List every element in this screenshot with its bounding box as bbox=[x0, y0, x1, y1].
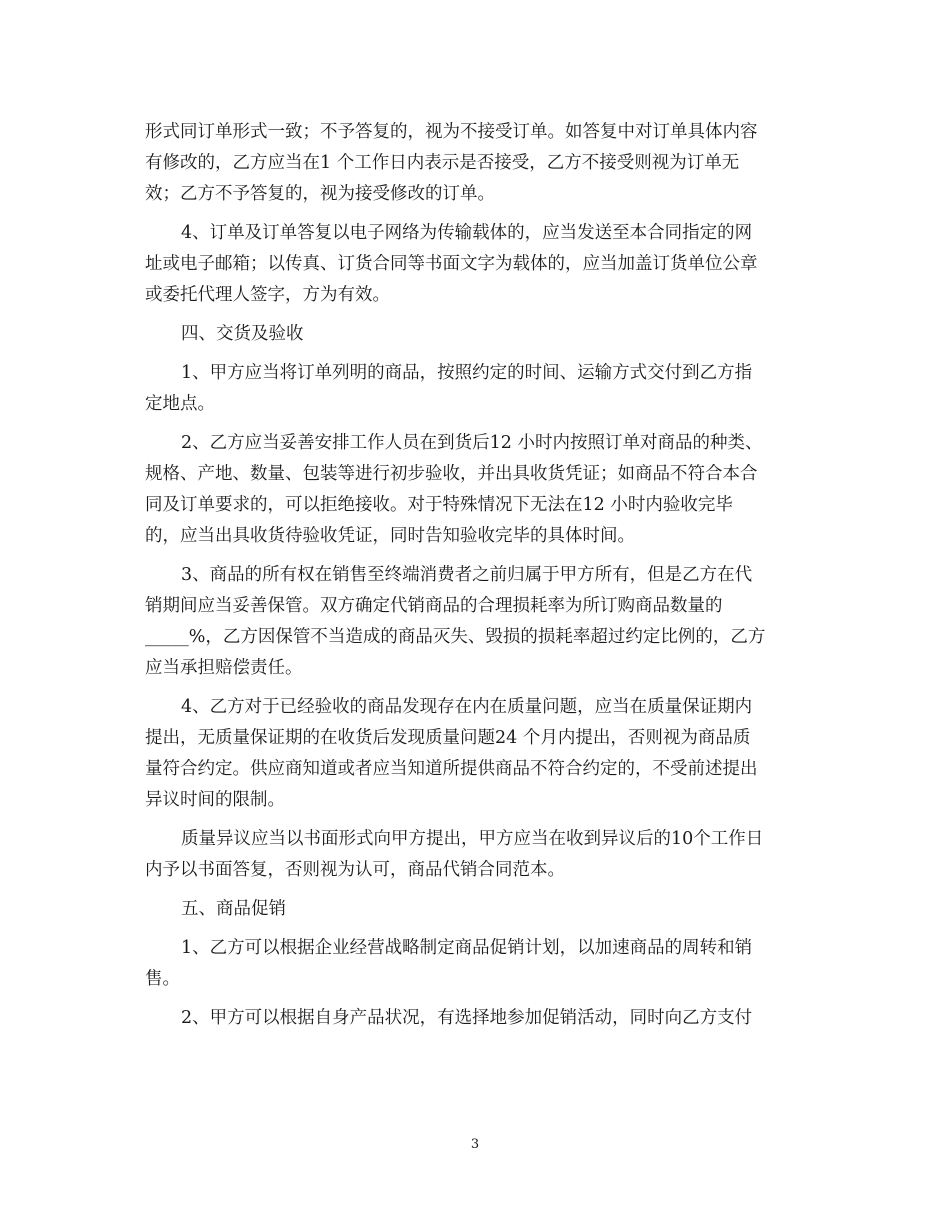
text-line: 效；乙方不予答复的，视为接受修改的订单。 bbox=[145, 184, 495, 204]
text-line: 1、甲方应当将订单列明的商品，按照约定的时间、运输方式交付到乙方指 bbox=[181, 363, 753, 383]
text-line: 4、订单及订单答复以电子网络为传输载体的，应当发送至本合同指定的网 bbox=[181, 223, 753, 243]
text-line: 规格、产地、数量、包装等进行初步验收，并出具收货凭证；如商品不符合本合 bbox=[145, 464, 758, 484]
text-line: 4、乙方对于已经验收的商品发现存在内在质量问题，应当在质量保证期内 bbox=[181, 697, 753, 717]
text-line: 售。 bbox=[145, 969, 180, 989]
text-line: 有修改的，乙方应当在1 个工作日内表示是否接受，乙方不接受则视为订单无 bbox=[145, 153, 740, 173]
heading-text: 五、商品促销 bbox=[181, 899, 286, 919]
text-line: 址或电子邮箱；以传真、订货合同等书面文字为载体的，应当加盖订货单位公章 bbox=[145, 254, 758, 274]
page-number: 3 bbox=[470, 1137, 480, 1152]
paragraph bbox=[145, 933, 805, 995]
paragraph bbox=[145, 1003, 805, 1034]
text-line: 2、甲方可以根据自身产品状况，有选择地参加促销活动，同时向乙方支付 bbox=[181, 1008, 753, 1028]
paragraph bbox=[145, 692, 805, 816]
paragraph bbox=[145, 218, 805, 311]
text-line: 3、商品的所有权在销售至终端消费者之前归属于甲方所有，但是乙方在代 bbox=[181, 565, 753, 585]
paragraph bbox=[145, 117, 805, 210]
section-heading bbox=[145, 894, 805, 925]
paragraph bbox=[145, 824, 805, 886]
text-line: _____%，乙方因保管不当造成的商品灭失、毁损的损耗率超过约定比例的，乙方 bbox=[145, 627, 766, 647]
text-line: 或委托代理人签字，方为有效。 bbox=[145, 285, 390, 305]
text-line: 同及订单要求的，可以拒绝接收。对于特殊情况下无法在12 小时内验收完毕 bbox=[145, 495, 733, 515]
text-line: 的，应当出具收货待验收凭证，同时告知验收完毕的具体时间。 bbox=[145, 526, 635, 546]
section-heading bbox=[145, 319, 805, 350]
text-line: 2、乙方应当妥善安排工作人员在到货后12 小时内按照订单对商品的种类、 bbox=[181, 433, 763, 453]
document-body bbox=[145, 117, 805, 1034]
text-line: 量符合约定。供应商知道或者应当知道所提供商品不符合约定的，不受前述提出 bbox=[145, 759, 758, 779]
text-line: 质量异议应当以书面形式向甲方提出，甲方应当在收到异议后的10个工作日 bbox=[181, 829, 764, 849]
paragraph bbox=[145, 560, 805, 684]
heading-text: 四、交货及验收 bbox=[181, 324, 304, 344]
paragraph bbox=[145, 358, 805, 420]
text-line: 应当承担赔偿责任。 bbox=[145, 658, 303, 678]
text-line: 销期间应当妥善保管。双方确定代销商品的合理损耗率为所订购商品数量的 bbox=[145, 596, 723, 616]
paragraph bbox=[145, 428, 805, 552]
text-line: 形式同订单形式一致；不予答复的，视为不接受订单。如答复中对订单具体内容 bbox=[145, 122, 758, 142]
text-line: 内予以书面答复，否则视为认可，商品代销合同范本。 bbox=[145, 860, 565, 880]
text-line: 提出，无质量保证期的在收货后发现质量问题24 个月内提出，否则视为商品质 bbox=[145, 728, 751, 748]
text-line: 定地点。 bbox=[145, 394, 215, 414]
text-line: 1、乙方可以根据企业经营战略制定商品促销计划，以加速商品的周转和销 bbox=[181, 938, 753, 958]
text-line: 异议时间的限制。 bbox=[145, 790, 285, 810]
